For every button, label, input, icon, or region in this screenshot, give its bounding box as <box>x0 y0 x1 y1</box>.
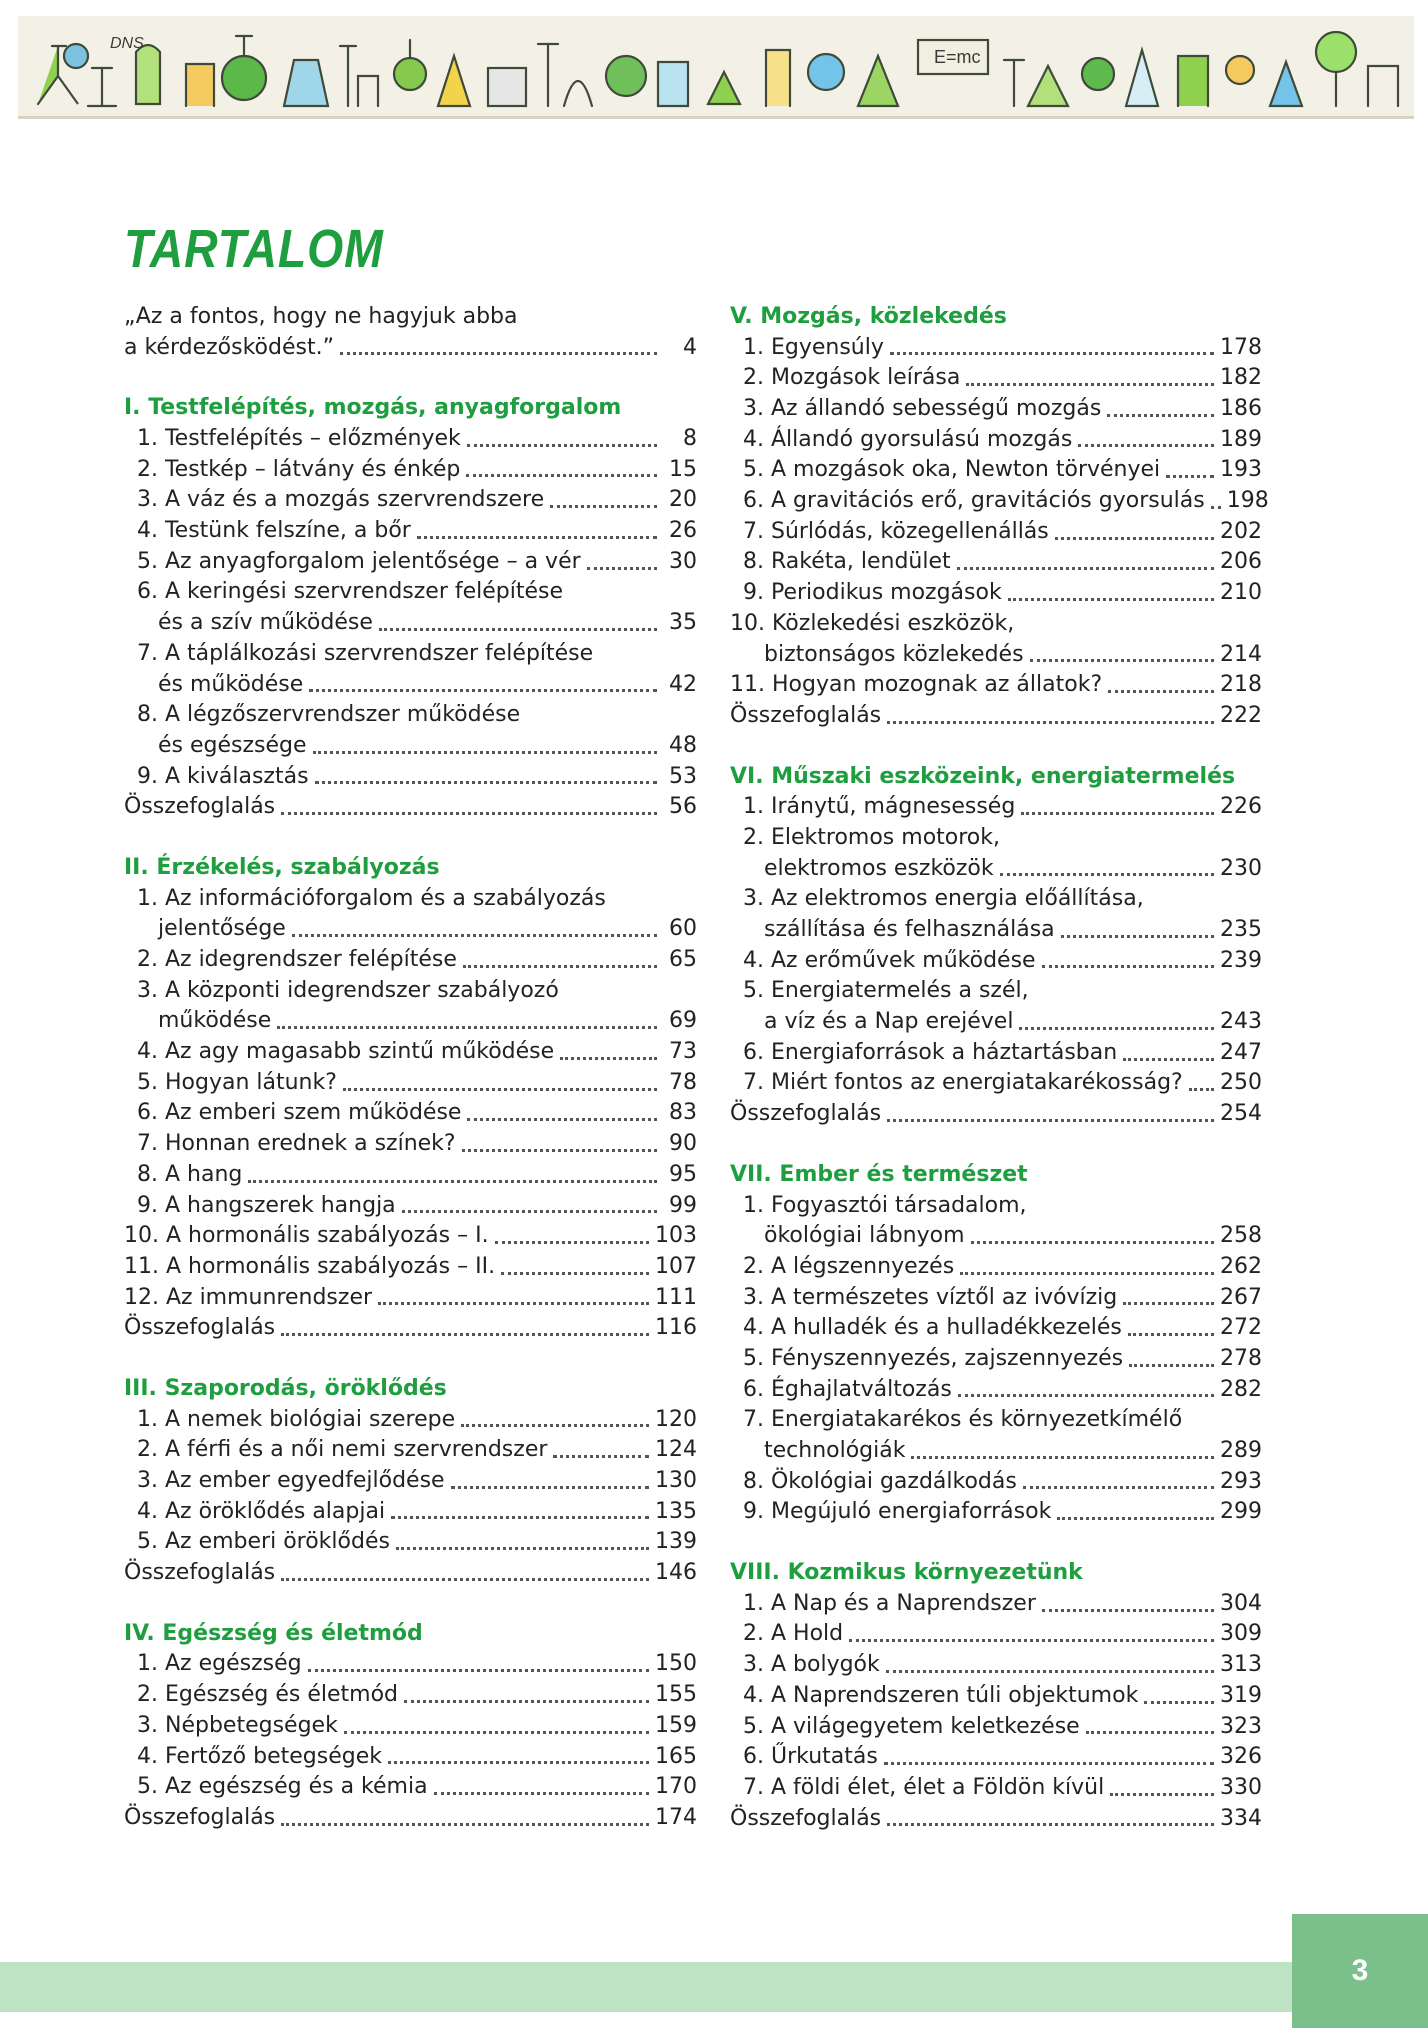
dot-leader <box>1008 598 1214 601</box>
toc-section-5 <box>730 302 1269 732</box>
toc-entry-text: 3. Az elektromos energia előállítása, <box>743 886 1144 912</box>
dot-leader <box>277 1026 657 1029</box>
toc-page-number: 313 <box>1220 1652 1262 1678</box>
toc-entry-text: 9. A kiválasztás <box>137 763 309 789</box>
dot-leader <box>550 505 657 508</box>
toc-entry-text: 2. Egészség és életmód <box>137 1682 399 1708</box>
dot-leader <box>887 1823 1214 1826</box>
toc-entry-text: Összefoglalás <box>124 1315 276 1341</box>
toc-page-number: 235 <box>1220 917 1262 943</box>
toc-entry-text: 8. Rakéta, lendület <box>743 549 951 575</box>
toc-page-number: 267 <box>1220 1284 1262 1310</box>
page-title: TARTALOM <box>124 219 384 279</box>
dot-leader <box>886 1670 1214 1673</box>
toc-entry-text: 5. A világegyetem keletkezése <box>743 1713 1080 1739</box>
toc-page-number: 239 <box>1220 947 1262 973</box>
dot-leader <box>451 1486 649 1489</box>
toc-entry-text: 9. A hangszerek hangja <box>137 1192 396 1218</box>
dot-leader <box>281 1578 649 1581</box>
dot-leader <box>966 383 1214 386</box>
toc-page-number: 222 <box>1220 702 1262 728</box>
dot-leader <box>315 781 657 784</box>
toc-page-number: 20 <box>669 487 697 513</box>
toc-page-number: 202 <box>1220 518 1262 544</box>
dot-leader <box>1057 1517 1214 1520</box>
toc-entry-text: 2. A Hold <box>743 1621 844 1647</box>
toc-page-number: 319 <box>1220 1682 1262 1708</box>
toc-entry-text: 5. Az anyagforgalom jelentősége – a vér <box>137 548 581 574</box>
toc-page-number: 174 <box>655 1804 697 1830</box>
science-banner-illustration <box>18 16 1414 119</box>
dot-leader <box>1030 659 1214 662</box>
dot-leader <box>344 1731 649 1734</box>
toc-entry-text: 11. Hogyan mozognak az állatok? <box>730 672 1103 698</box>
toc-entry-text: 1. Az egészség <box>137 1651 302 1677</box>
toc-left-column <box>124 302 697 1864</box>
toc-page-number: 262 <box>1220 1253 1262 1279</box>
toc-entry-text: 6. A keringési szervrendszer felépítése <box>137 579 564 605</box>
toc-section-2 <box>124 853 697 1344</box>
toc-section-6 <box>730 762 1262 1130</box>
toc-entry-text: 4. Állandó gyorsulású mozgás <box>743 426 1073 452</box>
section-heading: VI. Műszaki eszközeink, energiatermelés <box>730 763 1236 789</box>
toc-page-number: 330 <box>1220 1774 1262 1800</box>
dot-leader <box>1123 1058 1214 1061</box>
toc-page-number: 206 <box>1220 549 1262 575</box>
toc-page-number: 334 <box>1220 1805 1262 1831</box>
toc-page-number: 90 <box>669 1131 697 1157</box>
toc-entry-text: 6. Űrkutatás <box>743 1744 878 1770</box>
dot-leader <box>1042 965 1214 968</box>
toc-page-number: 146 <box>655 1560 697 1586</box>
toc-page-number: 226 <box>1220 794 1262 820</box>
toc-page-number: 309 <box>1220 1621 1262 1647</box>
dot-leader <box>1108 690 1214 693</box>
dot-leader <box>884 1762 1214 1765</box>
toc-page-number: 99 <box>669 1192 697 1218</box>
toc-page-number: 4 <box>683 334 697 360</box>
dot-leader <box>887 1119 1214 1122</box>
dot-leader <box>1166 475 1214 478</box>
dot-leader <box>467 1118 657 1121</box>
toc-entry-text: 7. Miért fontos az energiatakarékosság? <box>743 1070 1183 1096</box>
toc-page-number: 218 <box>1220 672 1262 698</box>
toc-page-number: 53 <box>669 763 697 789</box>
toc-page-number: 278 <box>1220 1345 1262 1371</box>
toc-entry-text: 1. Iránytű, mágnesesség <box>743 794 1016 820</box>
toc-page-number: 56 <box>669 794 697 820</box>
toc-page-number: 48 <box>669 732 697 758</box>
toc-page-number: 150 <box>655 1651 697 1677</box>
toc-page-number: 247 <box>1220 1039 1262 1065</box>
toc-page-number: 170 <box>655 1774 697 1800</box>
toc-page-number: 73 <box>669 1039 697 1065</box>
dot-leader <box>463 965 657 968</box>
toc-entry-text: Összefoglalás <box>124 1560 276 1586</box>
dot-leader <box>501 1272 649 1275</box>
toc-entry-text: „Az a fontos, hogy ne hagyjuk abba <box>124 303 518 329</box>
dot-leader <box>378 1302 649 1305</box>
toc-entry-text: 10. Közlekedési eszközök, <box>730 610 1015 636</box>
toc-right-column <box>730 302 1269 1864</box>
toc-section-7 <box>730 1160 1262 1528</box>
toc-page-number: 165 <box>655 1743 697 1769</box>
toc-page-number: 83 <box>669 1100 697 1126</box>
toc-entry-text: 3. A természetes víztől az ivóvízig <box>743 1284 1118 1310</box>
toc-entry-text: 4. Fertőző betegségek <box>137 1743 382 1769</box>
toc-entry-text: 3. Az állandó sebességű mozgás <box>743 396 1102 422</box>
toc-page-number: 30 <box>669 548 697 574</box>
toc-entry-text: 5. Fényszennyezés, zajszennyezés <box>743 1345 1124 1371</box>
dot-leader <box>467 444 657 447</box>
section-heading: VIII. Kozmikus környezetünk <box>730 1560 1083 1586</box>
toc-page-number: 282 <box>1220 1376 1262 1402</box>
toc-page-number: 293 <box>1220 1468 1262 1494</box>
dot-leader <box>1189 1088 1214 1091</box>
dot-leader <box>391 1516 649 1519</box>
dot-leader <box>1123 1302 1214 1305</box>
dot-leader <box>248 1180 657 1183</box>
toc-entry-text: 7. A földi élet, élet a Földön kívül <box>743 1774 1105 1800</box>
dot-leader <box>887 721 1214 724</box>
toc-page-number: 95 <box>669 1161 697 1187</box>
toc-page-number: 250 <box>1220 1070 1262 1096</box>
toc-entry-text: 5. Energiatermelés a szél, <box>743 978 1029 1004</box>
toc-entry-text: 3. A központi idegrendszer szabályozó <box>137 977 559 1003</box>
section-heading: IV. Egészség és életmód <box>124 1620 423 1646</box>
toc-entry-text: 1. Testfelépítés – előzmények <box>137 426 461 452</box>
toc-entry-text: 1. Egyensúly <box>743 334 884 360</box>
toc-page-number: 103 <box>655 1223 697 1249</box>
toc-entry-text: 5. Az egészség és a kémia <box>137 1774 428 1800</box>
toc-entry-text: 6. A gravitációs erő, gravitációs gyorsulás <box>743 488 1205 514</box>
dot-leader <box>890 352 1214 355</box>
dot-leader <box>587 567 657 570</box>
toc-entry-text: technológiák <box>764 1438 906 1464</box>
toc-entry-text: elektromos eszközök <box>764 855 994 881</box>
formula-label: E=mc <box>934 47 981 67</box>
section-heading: III. Szaporodás, öröklődés <box>124 1376 447 1401</box>
toc-entry-text: 7. Honnan erednek a színek? <box>137 1131 456 1157</box>
toc-entry-text: 9. Megújuló energiaforrások <box>743 1499 1052 1525</box>
toc-entry-text: Összefoglalás <box>124 794 276 820</box>
toc-entry-text: 8. A hang <box>137 1161 243 1187</box>
dot-leader <box>461 1424 649 1427</box>
toc-page-number: 111 <box>655 1284 697 1310</box>
toc-section-3 <box>124 1374 697 1589</box>
toc-entry-text: és a szív működése <box>158 610 373 636</box>
toc-page-number: 210 <box>1220 580 1262 606</box>
toc-entry-text: Összefoglalás <box>124 1804 276 1830</box>
toc-page-number: 304 <box>1220 1590 1262 1616</box>
toc-entry-text: 8. A légzőszervrendszer működése <box>137 702 521 728</box>
dot-leader <box>417 536 657 539</box>
toc-section-1 <box>124 393 697 823</box>
dot-leader <box>1128 1333 1214 1336</box>
dot-leader <box>1019 1027 1214 1030</box>
toc-page-number: 182 <box>1220 365 1262 391</box>
toc-entry-text: és működése <box>158 671 304 697</box>
toc-entry-text: 4. Az erőművek működése <box>743 947 1036 973</box>
lab-equipment-icon <box>18 16 1414 116</box>
dot-leader <box>462 1149 657 1152</box>
dot-leader <box>960 1272 1214 1275</box>
dot-leader <box>402 1210 657 1213</box>
dot-leader <box>1129 1364 1214 1367</box>
toc-page-number: 124 <box>655 1437 697 1463</box>
toc-entry-text: működése <box>158 1008 272 1034</box>
toc-page-number: 139 <box>655 1529 697 1555</box>
dot-leader <box>958 1394 1214 1397</box>
toc-entry-text: 1. A nemek biológiai szerepe <box>137 1406 456 1432</box>
dot-leader <box>957 567 1214 570</box>
toc-page-number: 155 <box>655 1682 697 1708</box>
dot-leader <box>343 1088 657 1091</box>
dot-leader <box>1000 873 1214 876</box>
toc-page-number: 159 <box>655 1712 697 1738</box>
dot-leader <box>1042 1609 1214 1612</box>
toc-entry-text: biztonságos közlekedés <box>764 641 1024 667</box>
toc-entry-text: 4. A hulladék és a hulladékkezelés <box>743 1315 1122 1341</box>
toc-page-number: 8 <box>683 426 697 452</box>
dot-leader <box>971 1241 1214 1244</box>
dot-leader <box>434 1792 649 1795</box>
toc-page-number: 323 <box>1220 1713 1262 1739</box>
page-number-box <box>1292 1914 1428 2028</box>
toc-entry-text: 2. Elektromos motorok, <box>743 824 1000 850</box>
toc-page-number: 272 <box>1220 1315 1262 1341</box>
dot-leader <box>911 1456 1214 1459</box>
toc-page-number: 299 <box>1220 1499 1262 1525</box>
dot-leader <box>292 934 657 937</box>
toc-page-number: 230 <box>1220 855 1262 881</box>
toc-entry-text: 7. Súrlódás, közegellenállás <box>743 518 1049 544</box>
dot-leader <box>340 352 657 355</box>
dot-leader <box>1023 1486 1214 1489</box>
toc-entry-text: 4. A Naprendszeren túli objektumok <box>743 1682 1139 1708</box>
dot-leader <box>281 1823 649 1826</box>
toc-page-number: 69 <box>669 1008 697 1034</box>
toc-entry-text: 8. Ökológiai gazdálkodás <box>743 1468 1017 1494</box>
toc-entry-text: ökológiai lábnyom <box>764 1223 965 1249</box>
dot-leader <box>309 689 657 692</box>
toc-page-number: 258 <box>1220 1223 1262 1249</box>
toc-entry-text: és egészsége <box>158 732 307 758</box>
toc-entry-text: a víz és a Nap erejével <box>764 1009 1014 1035</box>
toc-entry-text: 3. Az ember egyedfejlődése <box>137 1468 445 1494</box>
dot-leader <box>1021 812 1214 815</box>
toc-entry-text: 9. Periodikus mozgások <box>743 580 1002 606</box>
toc-entry-text: 2. Mozgások leírása <box>743 365 961 391</box>
toc-entry-text: 10. A hormonális szabályozás – I. <box>124 1223 489 1249</box>
toc-entry-text: 2. A légszennyezés <box>743 1253 955 1279</box>
toc-page-number: 214 <box>1220 641 1262 667</box>
toc-page-number: 289 <box>1220 1438 1262 1464</box>
footer-band <box>0 1962 1292 2012</box>
toc-section-4 <box>124 1619 697 1834</box>
dot-leader <box>466 474 657 477</box>
toc-entry-text: 4. Testünk felszíne, a bőr <box>137 518 411 544</box>
dot-leader <box>1086 1731 1214 1734</box>
dot-leader <box>1144 1701 1214 1704</box>
dot-leader <box>553 1455 649 1458</box>
toc-page-number: 42 <box>669 671 697 697</box>
page-number: 3 <box>1351 1954 1369 1987</box>
dot-leader <box>1055 537 1214 540</box>
toc-entry-text: 1. Fogyasztói társadalom, <box>743 1192 1027 1218</box>
toc-page-number: 193 <box>1220 457 1262 483</box>
toc-entry-text: Összefoglalás <box>730 1101 882 1127</box>
dot-leader <box>379 628 657 631</box>
toc-entry-text: 5. Hogyan látunk? <box>137 1069 337 1095</box>
toc-entry-text: Összefoglalás <box>730 702 882 728</box>
toc-entry-text: 2. Az idegrendszer felépítése <box>137 947 457 973</box>
dot-leader <box>1107 414 1214 417</box>
toc-page-number: 60 <box>669 916 697 942</box>
dot-leader <box>404 1700 649 1703</box>
toc-entry-text: jelentősége <box>158 916 286 942</box>
dot-leader <box>1211 506 1221 509</box>
dot-leader <box>396 1547 649 1550</box>
toc-entry-text: 7. A táplálkozási szervrendszer felépítése <box>137 640 594 666</box>
section-heading: VII. Ember és természet <box>730 1161 1028 1187</box>
toc-entry-text: szállítása és felhasználása <box>764 917 1055 943</box>
toc-page-number: 120 <box>655 1406 697 1432</box>
dot-leader <box>1110 1793 1214 1796</box>
dns-label: DNS <box>110 35 144 52</box>
dot-leader <box>281 1333 649 1336</box>
toc-page-number: 186 <box>1220 396 1262 422</box>
section-heading: II. Érzékelés, szabályozás <box>124 855 440 880</box>
toc-entry-text: 4. Az öröklődés alapjai <box>137 1498 386 1524</box>
toc-page-number: 65 <box>669 947 697 973</box>
toc-page-number: 116 <box>655 1315 697 1341</box>
toc-entry-text: 12. Az immunrendszer <box>124 1284 373 1310</box>
toc-entry-text: 3. Népbetegségek <box>137 1712 338 1738</box>
dot-leader <box>1061 935 1214 938</box>
toc-entry-text: 2. A férfi és a női nemi szervrendszer <box>137 1437 548 1463</box>
toc-entry-text: 7. Energiatakarékos és környezetkímélő <box>743 1407 1183 1433</box>
dot-leader <box>849 1639 1214 1642</box>
toc-page-number: 35 <box>669 610 697 636</box>
toc-section-8 <box>730 1558 1262 1834</box>
dot-leader <box>388 1761 649 1764</box>
dot-leader <box>560 1057 657 1060</box>
section-heading: V. Mozgás, közlekedés <box>730 304 1007 329</box>
toc-page-number: 26 <box>669 518 697 544</box>
toc-entry-text: 5. A mozgások oka, Newton törvényei <box>743 457 1161 483</box>
toc-entry-text: 3. A bolygók <box>743 1652 880 1678</box>
toc-page-number: 15 <box>669 456 697 482</box>
toc-page-number: 107 <box>655 1253 697 1279</box>
dot-leader <box>1078 444 1214 447</box>
toc-page-number: 198 <box>1226 488 1269 514</box>
toc-entry-text: Összefoglalás <box>730 1805 882 1831</box>
dot-leader <box>313 751 657 754</box>
toc-entry-text: 6. Energiaforrások a háztartásban <box>743 1039 1118 1065</box>
dot-leader <box>495 1241 649 1244</box>
toc-page-number: 189 <box>1220 426 1262 452</box>
toc-entry-text: a kérdezősködést.” <box>124 334 334 360</box>
toc-page-number: 243 <box>1220 1009 1262 1035</box>
toc-page-number: 78 <box>669 1069 697 1095</box>
dot-leader <box>281 812 657 815</box>
toc-entry-text: 1. Az információforgalom és a szabályozás <box>137 885 606 911</box>
dot-leader <box>308 1669 649 1672</box>
toc-page-number: 326 <box>1220 1744 1262 1770</box>
toc-page-number: 254 <box>1220 1101 1262 1127</box>
toc-entry-text: 6. Éghajlatváltozás <box>743 1376 952 1402</box>
toc-entry-text: 5. Az emberi öröklődés <box>137 1529 390 1555</box>
toc-entry-text: 4. Az agy magasabb szintű működése <box>137 1039 555 1065</box>
toc-intro <box>124 302 697 363</box>
toc-entry-text: 1. A Nap és a Naprendszer <box>743 1590 1036 1616</box>
toc-entry-text: 3. A váz és a mozgás szervrendszere <box>137 487 545 513</box>
section-heading: I. Testfelépítés, mozgás, anyagforgalom <box>124 395 622 421</box>
toc-page-number: 135 <box>655 1498 697 1524</box>
toc-page-number: 130 <box>655 1468 697 1494</box>
toc-page-number: 178 <box>1220 334 1262 360</box>
toc-entry-text: 6. Az emberi szem működése <box>137 1100 462 1126</box>
toc-entry-text: 2. Testkép – látvány és énkép <box>137 456 461 482</box>
toc-entry-text: 11. A hormonális szabályozás – II. <box>124 1253 496 1279</box>
